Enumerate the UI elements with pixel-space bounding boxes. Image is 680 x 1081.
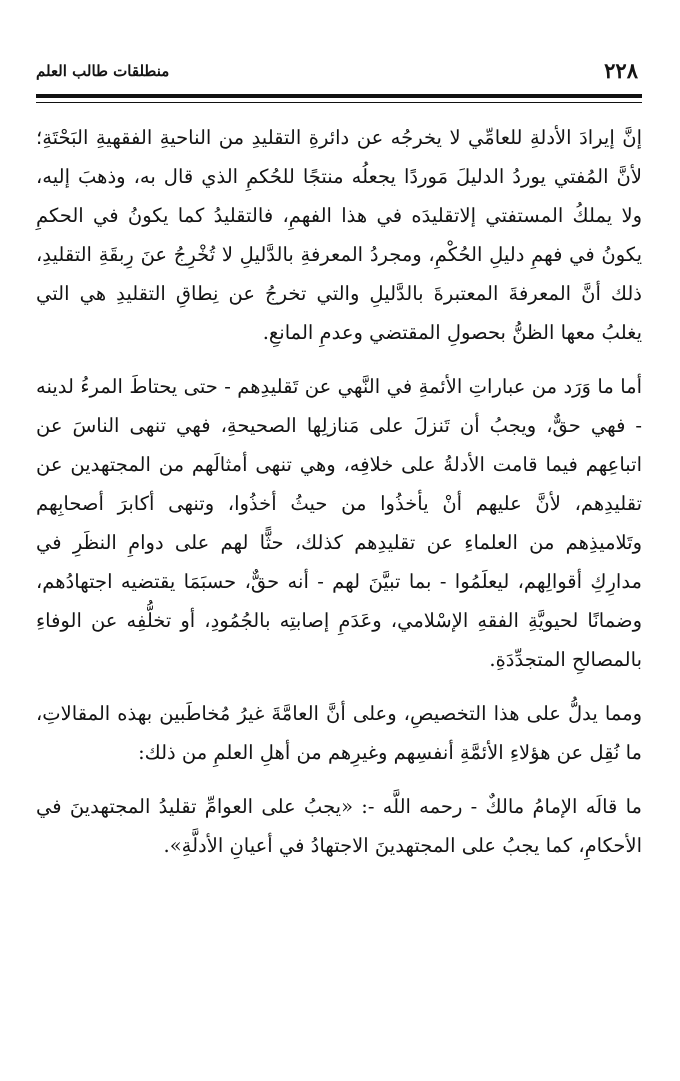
page-header — [36, 54, 642, 88]
paragraph-taqlid-evidence: إنَّ إيرادَ الأدلةِ للعامِّي لا يخرجُه عن دائرةِ التقليدِ من الناحيةِ الفقهيةِ البَحْتَةِ؛ لأنَّ المُفتي يوردُ الدليلَ مَوردًا يجعلُه منتجًا للحُكمِ الذي قال به، وذهبَ إليه، ولا يملكُ المستفتي إلاتقليدَه في هذا الفهمِ، فالتقليدُ كما يكونُ في الحكمِ يكونُ في فهمِ دليلِ الحُكْمِ، ومجردُ المعرفةِ بالدَّليلِ لا تُخْرِجُ عنَ رِبقَةِ التقليدِ، ذلك أنَّ المعرفةَ المعتبرةَ بالدَّليلِ والتي تخرجُ عن نِطاقِ التقليدِ هي التي يغلبُ معها الظنُّ بحصولِ المقتضي وعدمِ المانعِ. — [36, 126, 642, 344]
body-text — [36, 118, 642, 880]
header-rule-thick — [36, 94, 642, 98]
running-title: منطلقات طالب العلم — [36, 62, 170, 80]
paragraph-malik-quote: ما قالَه الإمامُ مالكٌ - رحمه اللَّه -: «يجبُ على العوامِّ تقليدُ المجتهدينَ في الأحكامِ، كما يجبُ على المجتهدينَ الاجتهادُ في أعيانِ الأدلَّةِ». — [36, 795, 642, 857]
header-rule-thin — [36, 102, 642, 103]
paragraph-imams-prohibition: أما ما وَرَد من عباراتِ الأئمةِ في النَّهي عن تَقليدِهم - حتى يحتاطَ المرءُ لدينه - فهي حقٌّ، ويجبُ أن تَنزلَ على مَنازلِها الصحيحةِ، فهي تنهى الناسَ عن اتباعِهم فيما قامت الأدلةُ على خلافِه، وهي تنهى أمثالَهم من المجتهدين عن تقليدِهم، لأنَّ عليهم أنْ يأخذُوا من حيثُ أخذُوا، وتنهى أكابرَ أصحابِهم وتَلاميذِهم من العلماءِ عن تقليدِهم كذلك، حثًّا لهم على دوامِ النظَرِ في مدارِكِ أقوالِهم، ليعلَمُوا - بما تبيَّنَ لهم - أنه حقٌّ، حسبَمَا يقتضيه اجتهادُهم، وضمانًا لحيويَّةِ الفقهِ الإسْلامي، وعَدَمِ إصابتِه بالجُمُودِ، أو تخلُّفِه عن الوفاءِ بالمصالحِ المتجدِّدَةِ. — [36, 375, 642, 671]
paragraph-specification: ومما يدلُّ على هذا التخصيصِ، وعلى أنَّ العامَّةَ غيرُ مُخاطَبين بهذه المقالاتِ، ما نُقِل عن هؤلاءِ الأئمَّةِ أنفسِهم وغيرِهم من أهلِ العلمِ من ذلك: — [36, 702, 642, 764]
page-number: ٢٢٨ — [604, 58, 638, 83]
